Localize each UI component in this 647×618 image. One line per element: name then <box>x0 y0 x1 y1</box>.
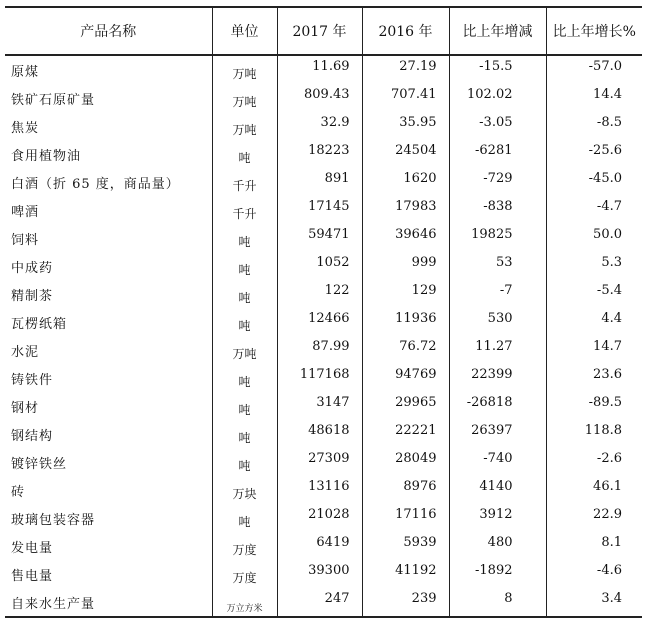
table-row <box>5 196 642 224</box>
product-name-cell: 售电量 <box>11 568 54 584</box>
unit-cell: 千升 <box>212 196 277 224</box>
header-product-name: 产品名称 <box>5 7 212 55</box>
product-name-cell: 啤酒 <box>11 204 40 220</box>
value-2016-cell: 22221 <box>362 420 449 448</box>
unit-cell: 吨 <box>212 308 277 336</box>
growth-pct-cell: 5.3 <box>546 252 642 280</box>
growth-pct-cell: -4.7 <box>546 196 642 224</box>
product-name-cell: 白酒（折 65 度，商品量） <box>11 176 180 192</box>
value-2017-cell: 17145 <box>277 196 362 224</box>
value-2017-cell: 18223 <box>277 140 362 168</box>
product-name-cell: 砖 <box>11 484 26 500</box>
growth-pct-cell: 46.1 <box>546 476 642 504</box>
product-name-cell: 铸铁件 <box>11 372 54 388</box>
product-name-cell: 中成药 <box>11 260 54 276</box>
product-name-cell: 钢结构 <box>11 428 54 444</box>
value-2017-cell: 1052 <box>277 252 362 280</box>
change-cell: -7 <box>449 280 546 308</box>
change-cell: -26818 <box>449 392 546 420</box>
growth-pct-cell: 118.8 <box>546 420 642 448</box>
header-unit: 单位 <box>212 7 277 55</box>
value-2016-cell: 76.72 <box>362 336 449 364</box>
table-row <box>5 588 642 617</box>
change-cell: -3.05 <box>449 112 546 140</box>
value-2016-cell: 999 <box>362 252 449 280</box>
value-2016-cell: 39646 <box>362 224 449 252</box>
table-row <box>5 504 642 532</box>
change-cell: 22399 <box>449 364 546 392</box>
value-2017-cell: 39300 <box>277 560 362 588</box>
growth-pct-cell: 23.6 <box>546 364 642 392</box>
value-2016-cell: 1620 <box>362 168 449 196</box>
value-2016-cell: 28049 <box>362 448 449 476</box>
unit-cell: 万立方米 <box>212 588 277 617</box>
change-cell: 19825 <box>449 224 546 252</box>
table-row <box>5 336 642 364</box>
header-change: 比上年增减 <box>449 7 546 55</box>
table-row <box>5 476 642 504</box>
growth-pct-cell: -57.0 <box>546 55 642 84</box>
unit-cell: 吨 <box>212 280 277 308</box>
header-2017: 2017 年 <box>277 7 362 55</box>
growth-pct-cell: -89.5 <box>546 392 642 420</box>
table-row <box>5 280 642 308</box>
value-2016-cell: 8976 <box>362 476 449 504</box>
change-cell: 480 <box>449 532 546 560</box>
product-name-cell: 自来水生产量 <box>5 588 212 617</box>
table-row <box>5 140 642 168</box>
table-row <box>5 448 642 476</box>
value-2016-cell: 11936 <box>362 308 449 336</box>
product-name-cell: 镀锌铁丝 <box>11 456 68 472</box>
table-row <box>5 112 642 140</box>
growth-pct-cell: -25.6 <box>546 140 642 168</box>
unit-cell: 万吨 <box>212 84 277 112</box>
value-2016-cell: 707.41 <box>362 84 449 112</box>
unit-cell: 吨 <box>212 364 277 392</box>
table-body <box>5 55 642 617</box>
product-name-cell: 玻璃包装容器 <box>11 512 96 528</box>
growth-pct-cell: 3.4 <box>546 588 642 617</box>
unit-cell: 吨 <box>212 448 277 476</box>
change-cell: -838 <box>449 196 546 224</box>
product-name-cell: 精制茶 <box>11 288 54 304</box>
product-name-cell: 发电量 <box>11 540 54 556</box>
product-name-cell: 钢材 <box>11 400 40 416</box>
table-row <box>5 55 642 84</box>
table-row <box>5 168 642 196</box>
value-2017-cell: 59471 <box>277 224 362 252</box>
change-cell: -15.5 <box>449 55 546 84</box>
value-2016-cell: 17116 <box>362 504 449 532</box>
unit-cell: 吨 <box>212 224 277 252</box>
table-row <box>5 252 642 280</box>
value-2016-cell: 41192 <box>362 560 449 588</box>
table-header <box>5 7 642 55</box>
value-2016-cell: 17983 <box>362 196 449 224</box>
value-2017-cell: 12466 <box>277 308 362 336</box>
unit-cell: 万度 <box>212 560 277 588</box>
table-row <box>5 84 642 112</box>
value-2017-cell: 6419 <box>277 532 362 560</box>
value-2017-cell: 117168 <box>277 364 362 392</box>
value-2016-cell: 239 <box>362 588 449 617</box>
unit-cell: 吨 <box>212 392 277 420</box>
value-2017-cell: 122 <box>277 280 362 308</box>
growth-pct-cell: 50.0 <box>546 224 642 252</box>
unit-cell: 万吨 <box>212 112 277 140</box>
growth-pct-cell: -2.6 <box>546 448 642 476</box>
product-name-cell: 焦炭 <box>11 120 40 136</box>
growth-pct-cell: 14.4 <box>546 84 642 112</box>
table-row <box>5 420 642 448</box>
change-cell: 53 <box>449 252 546 280</box>
header-growth-pct: 比上年增长% <box>546 7 642 55</box>
header-2016: 2016 年 <box>362 7 449 55</box>
product-name-cell: 铁矿石原矿量 <box>11 92 96 108</box>
growth-pct-cell: 4.4 <box>546 308 642 336</box>
change-cell: -6281 <box>449 140 546 168</box>
unit-cell: 万吨 <box>212 336 277 364</box>
change-cell: 3912 <box>449 504 546 532</box>
unit-cell: 万块 <box>212 476 277 504</box>
value-2017-cell: 13116 <box>277 476 362 504</box>
growth-pct-cell: -45.0 <box>546 168 642 196</box>
change-cell: 26397 <box>449 420 546 448</box>
table-row <box>5 364 642 392</box>
growth-pct-cell: 22.9 <box>546 504 642 532</box>
value-2016-cell: 24504 <box>362 140 449 168</box>
unit-cell: 吨 <box>212 252 277 280</box>
product-output-table-sheet <box>5 6 642 618</box>
growth-pct-cell: -4.6 <box>546 560 642 588</box>
change-cell: 11.27 <box>449 336 546 364</box>
table-row <box>5 560 642 588</box>
change-cell: 102.02 <box>449 84 546 112</box>
value-2016-cell: 29965 <box>362 392 449 420</box>
change-cell: -740 <box>449 448 546 476</box>
value-2017-cell: 21028 <box>277 504 362 532</box>
change-cell: 530 <box>449 308 546 336</box>
value-2017-cell: 3147 <box>277 392 362 420</box>
value-2016-cell: 94769 <box>362 364 449 392</box>
value-2017-cell: 11.69 <box>277 55 362 84</box>
product-name-cell: 原煤 <box>11 64 40 80</box>
value-2017-cell: 48618 <box>277 420 362 448</box>
table-row <box>5 532 642 560</box>
growth-pct-cell: -5.4 <box>546 280 642 308</box>
value-2016-cell: 129 <box>362 280 449 308</box>
product-name-cell: 饲料 <box>11 232 40 248</box>
unit-cell: 吨 <box>212 140 277 168</box>
header-row <box>5 7 642 55</box>
value-2016-cell: 27.19 <box>362 55 449 84</box>
value-2017-cell: 87.99 <box>277 336 362 364</box>
product-name-cell: 食用植物油 <box>11 148 82 164</box>
growth-pct-cell: 14.7 <box>546 336 642 364</box>
growth-pct-cell: -8.5 <box>546 112 642 140</box>
change-cell: -1892 <box>449 560 546 588</box>
value-2017-cell: 32.9 <box>277 112 362 140</box>
value-2016-cell: 35.95 <box>362 112 449 140</box>
unit-cell: 万吨 <box>212 55 277 84</box>
unit-cell: 千升 <box>212 168 277 196</box>
change-cell: 4140 <box>449 476 546 504</box>
product-output-table <box>5 6 642 618</box>
table-row <box>5 392 642 420</box>
product-name-cell: 水泥 <box>11 344 40 360</box>
unit-cell: 吨 <box>212 420 277 448</box>
change-cell: -729 <box>449 168 546 196</box>
table-row <box>5 308 642 336</box>
growth-pct-cell: 8.1 <box>546 532 642 560</box>
value-2017-cell: 891 <box>277 168 362 196</box>
unit-cell: 吨 <box>212 504 277 532</box>
change-cell: 8 <box>449 588 546 617</box>
product-name-cell: 瓦楞纸箱 <box>11 316 68 332</box>
value-2017-cell: 27309 <box>277 448 362 476</box>
value-2017-cell: 247 <box>277 588 362 617</box>
value-2016-cell: 5939 <box>362 532 449 560</box>
value-2017-cell: 809.43 <box>277 84 362 112</box>
table-row <box>5 224 642 252</box>
unit-cell: 万度 <box>212 532 277 560</box>
